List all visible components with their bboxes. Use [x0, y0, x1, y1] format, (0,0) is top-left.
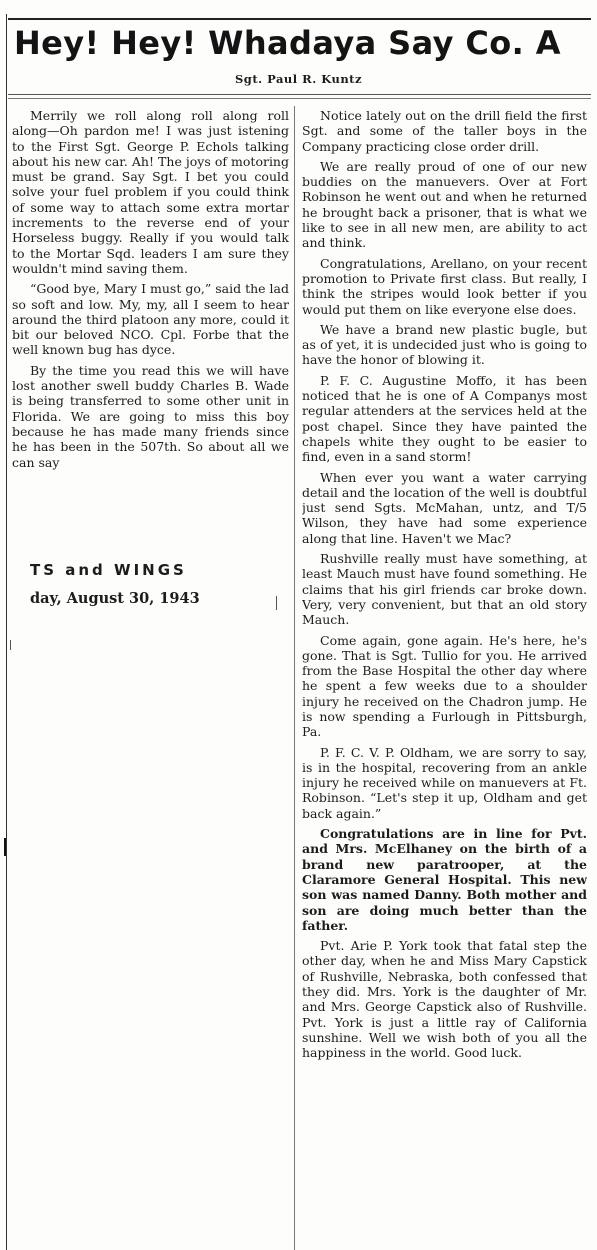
fold-mark [4, 838, 6, 856]
headline-rule-secondary [8, 98, 591, 99]
fold-mark [10, 640, 11, 650]
right-paragraph: Pvt. Arie P. York took that fatal step the other day, when he and Miss Mary Capstick of Rushville, Nebraska, both confessed that they did. Mrs. York is the daughter of Mr. and Mrs. George Capstick also of Rushville. Pvt. York is just a little ray of California sunshine. Well we wish both of you all the happiness in the world. Good luck. [302, 938, 587, 1061]
right-paragraph: Notice lately out on the drill field the first Sgt. and some of the taller boys in the Company practicing close order drill. [302, 108, 587, 154]
top-rule [8, 18, 591, 20]
right-paragraph: When ever you want a water carrying detail and the location of the well is doubtful just send Sgts. McMahan, untz, and T/5 Wilson, they have had some experience along that line. Haven't we Mac? [302, 469, 587, 546]
right-paragraph: P. F. C. Augustine Moffo, it has been noticed that he is one of A Companys most regular attenders at the services held at the post chapel. Since they have painted the chapels white they ought to be easier to find, even in a sand storm! [302, 372, 587, 465]
masthead-date: day, August 30, 1943 [30, 590, 200, 607]
left-paragraph: “Good bye, Mary I must go,” said the lad so soft and low. My, my, all I seem to hear around the third platoon any more, could it bit our beloved NCO. Cpl. Forbe that the well known bug has dyce. [12, 281, 289, 358]
article-headline: Hey! Hey! Whadaya Say Co. A [14, 24, 561, 62]
headline-rule [8, 94, 591, 95]
right-paragraph: Congratulations are in line for Pvt. and Mrs. McElhaney on the birth of a brand new paratrooper, at the Claramore General Hospital. This new son was named Danny. Both mother and son are doing much better than the father. [302, 826, 587, 933]
left-paragraph: Merrily we roll along roll along roll along—Oh pardon me! I was just istening to the First Sgt. George P. Echols talking about his new car. Ah! The joys of motoring must be grand. Say Sgt. I bet you could solve your fuel problem if you could think of some way to attach some extra mortar increments to the reverse end of your Horseless buggy. Really if you would talk to the Mortar Sqd. leaders I am sure they wouldn't mind saving them. [12, 108, 289, 276]
right-paragraph: Come again, gone again. He's here, he's gone. That is Sgt. Tullio for you. He arrived from the Base Hospital the other day where he spent a few weeks due to a shoulder injury he received on the Chadron jump. He is now spending a Furlough in Pittsburgh, Pa. [302, 632, 587, 740]
left-edge-rule [6, 14, 7, 1250]
right-paragraph: Rushville really must have something, at least Mauch must have found something. He claims that his girl friends car broke down. Very, very convenient, but that an old story Mauch. [302, 551, 587, 628]
right-paragraph: Congratulations, Arellano, on your recent promotion to Private first class. But really, I think the stripes would look better if you would put them on like everyone else does. [302, 255, 587, 317]
column-divider [294, 106, 295, 1250]
right-paragraph: We have a brand new plastic bugle, but as of yet, it is undecided just who is going to have the honor of blowing it. [302, 321, 587, 368]
right-column [302, 108, 587, 1250]
masthead-name: TS and WINGS [30, 561, 187, 579]
right-paragraph: We are really proud of one of our new buddies on the manuevers. Over at Fort Robinson he went out and when he returned he brought back a prisoner, that is what we like to see in all new men, are ability to act and think. [302, 158, 587, 251]
fold-mark [276, 596, 277, 610]
right-paragraph: P. F. C. V. P. Oldham, we are sorry to say, is in the hospital, recovering from an ankle injury he received while on manuevers at Ft. Robinson. “Let's step it up, Oldham and get back again.” [302, 744, 587, 821]
article-byline: Sgt. Paul R. Kuntz [234, 72, 363, 86]
left-column [12, 108, 289, 534]
left-paragraph: By the time you read this we will have lost another swell buddy Charles B. Wade is being transferred to some other unit in Florida. We are going to miss this boy because he has made many friends since he has been in the 507th. So about all we can say [12, 362, 289, 470]
